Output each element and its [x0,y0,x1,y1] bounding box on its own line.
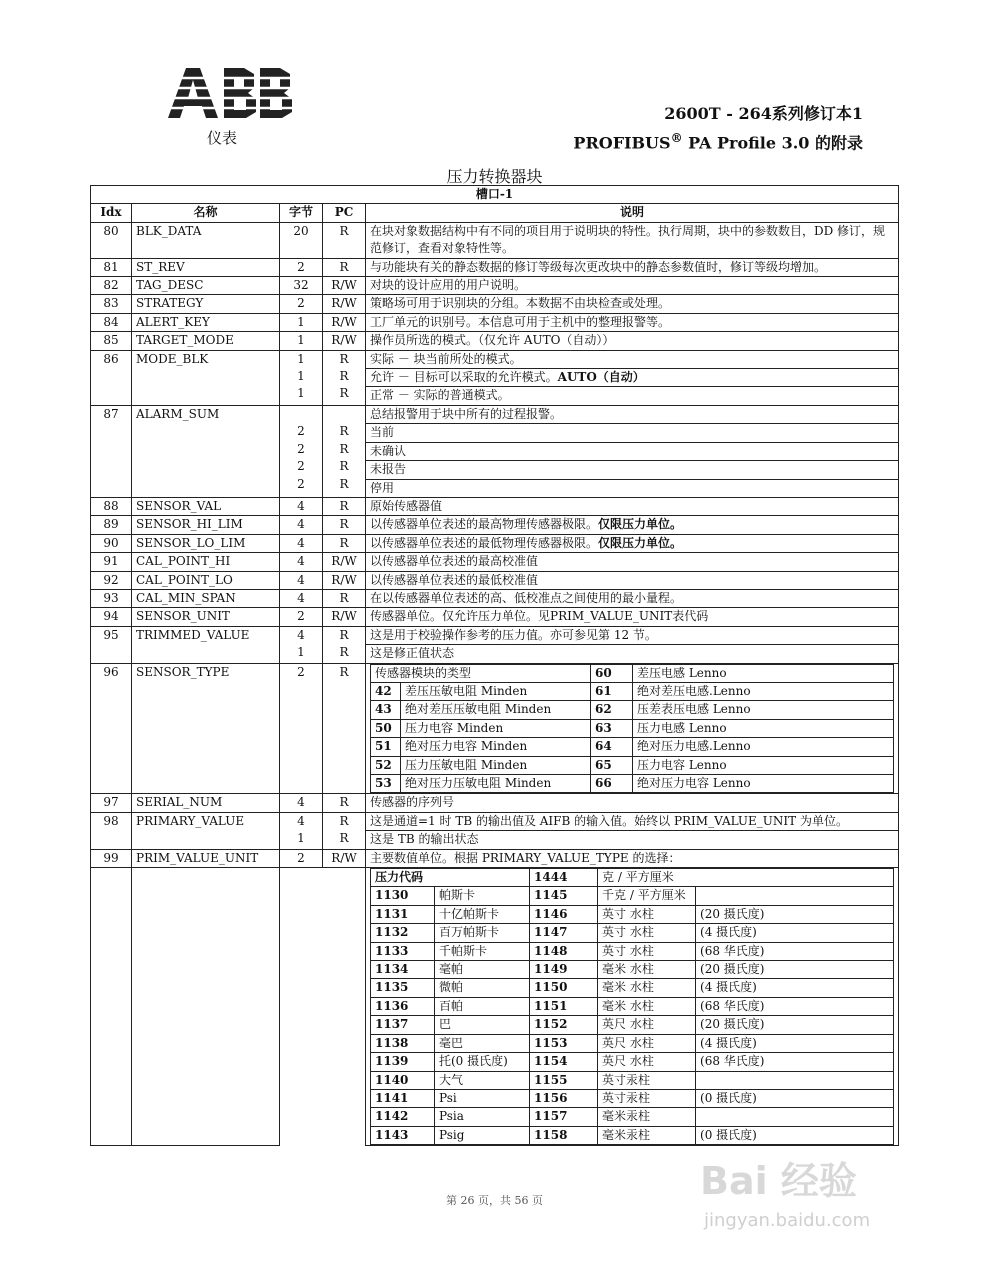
table-row: 99 PRIM_VALUE_UNIT 2 R/W 主要数值单位。根据 PRIMARY_VALUE_TYPE 的选择： [91,849,899,867]
list-item: 1132 百万帕斯卡 1147 英寸 水柱 (4 摄氏度) [371,924,894,942]
title-line-1: 2600T - 264系列修订本1 [664,104,863,123]
list-item: 1131 十亿帕斯卡 1146 英寸 水柱 (20 摄氏度) [371,905,894,923]
list-item: 1142 Psia 1157 毫米汞柱 [371,1108,894,1126]
table-row: 84 ALERT_KEY 1 R/W 工厂单元的识别号。本信息可用于主机中的整理报警等。 [91,313,899,331]
col-idx: Idx [91,204,132,222]
list-item: 50 压力电容 Minden 63 压力电感 Lenno [371,719,894,737]
list-item: 43 绝对差压压敏电阻 Minden 62 压差表压电感 Lenno [371,701,894,719]
table-row: 86 MODE_BLK 1 1 1 R R R 实际 － 块当前所处的模式。 允许 － 目标可以采取的允许模式。AUTO（自动） 正常 － 实际的普通模式。 [91,350,899,405]
sensor-type-list: 传感器模块的类型 60 差压电感 Lenno 42 差压压敏电阻 Minden 61 绝对差压电感.Lenno 43 绝对差压压敏电阻 Minden 62 压差表压电感 Lenno 50 压力电容 Minden 63 压力电感 Lenno 51 绝对压力电容 Minden 64 绝对压力电感.Lenno 52 压力压敏电阻 Minden 65 压力电容 Lenno 53 绝对压力压敏电阻 Minden 66 绝对压力电容 Lenno [370,664,894,794]
table-row [91,868,899,1146]
watermark: Bai 经验 [700,1159,857,1203]
pressure-code-list: 压力代码 1444 克 / 平方厘米 1130 帕斯卡 1145 千克 / 平方厘米 1131 十亿帕斯卡 1146 英寸 水柱 (20 摄氏度) 1132 百万帕斯卡 1147 英寸 水柱 (4 摄氏度) 1133 千帕斯卡 1148 英寸 水柱 (68 华氏度) 1134 毫帕 1149 毫米 水柱 (20 摄氏度) 1135 微帕 1150 毫米 水柱 (4 摄氏度) 1136 百帕 1151 毫米 水柱 (68 华氏度) 1137 巴 1152 英尺 水柱 (20 摄氏度) 1138 毫巴 1153 英尺 水柱 (4 摄氏度) 1139 托(0 摄氏度) 1154 英尺 水柱 (68 华氏度) 1140 大气 1155 英寸汞柱 1141 Psi 1156 英寸汞柱 (0 摄氏度) 1142 Psia 1157 毫米汞柱 1143 Psig 1158 毫米汞柱 (0 摄氏度) [370,868,894,1145]
list-item: 51 绝对压力电容 Minden 64 绝对压力电感.Lenno [371,738,894,756]
list-item: 42 差压压敏电阻 Minden 61 绝对差压电感.Lenno [371,682,894,700]
table-row: 88 SENSOR_VAL 4 R 原始传感器值 [91,497,899,515]
list-item: 1136 百帕 1151 毫米 水柱 (68 华氏度) [371,997,894,1015]
list-item: 1130 帕斯卡 1145 千克 / 平方厘米 [371,887,894,905]
list-item: 1137 巴 1152 英尺 水柱 (20 摄氏度) [371,1016,894,1034]
list-item: 1143 Psig 1158 毫米汞柱 (0 摄氏度) [371,1126,894,1144]
list-item: 53 绝对压力压敏电阻 Minden 66 绝对压力电容 Lenno [371,775,894,793]
parameter-table [90,185,899,1146]
col-bytes: 字节 [280,204,323,222]
abb-logo [162,66,292,120]
list-item: 1141 Psi 1156 英寸汞柱 (0 摄氏度) [371,1089,894,1107]
column-header-row [91,204,899,222]
col-desc: 说明 [366,204,899,222]
col-pc: PC [323,204,366,222]
table-row: 82 TAG_DESC 32 R/W 对块的设计应用的用户说明。 [91,277,899,295]
logo-subtitle: 仪表 [207,129,238,147]
list-item: 1135 微帕 1150 毫米 水柱 (4 摄氏度) [371,979,894,997]
list-item: 1138 毫巴 1153 英尺 水柱 (4 摄氏度) [371,1034,894,1052]
section-title: 压力转换器块 [446,167,543,186]
table-row: 96 SENSOR_TYPE 2 R 传感器模块的类型 60 差压电感 Lenno 42 差压压敏电阻 Minden 61 绝对差压电感.Lenno 43 绝对差压压敏电阻 Minden 62 压差表压电感 Lenno 50 压力电容 Minden 63 压力电感 Lenno 51 绝对压力电容 Minden 64 绝对压力电感.Lenno 52 压力压敏电阻 Minden 65 压力电容 Lenno 53 绝对压力压敏电阻 Minden 66 绝对压力电容 Lenno [91,663,899,794]
col-name: 名称 [132,204,280,222]
table-row: 81 ST_REV 2 R 与功能块有关的静态数据的修订等级每次更改块中的静态参数值时，修订等级均增加。 [91,258,899,276]
table-row: 87 ALARM_SUM 2 2 2 2 R R R R 总结报警用于块中所有的过程报警。 当前 未确认 未报告 停用 [91,405,899,497]
list-item: 1134 毫帕 1149 毫米 水柱 (20 摄氏度) [371,961,894,979]
watermark-url: jingyan.baidu.com [704,1210,871,1231]
table-row: 90 SENSOR_LO_LIM 4 R 以传感器单位表述的最低物理传感器极限。仅限压力单位。 [91,534,899,552]
list-item: 1139 托(0 摄氏度) 1154 英尺 水柱 (68 华氏度) [371,1053,894,1071]
table-row: 83 STRATEGY 2 R/W 策略场可用于识别块的分组。本数据不由块检查或处理。 [91,295,899,313]
page-footer: 第 26 页，共 56 页 [446,1194,543,1207]
list-item: 1133 千帕斯卡 1148 英寸 水柱 (68 华氏度) [371,942,894,960]
table-row: 95 TRIMMED_VALUE 4 1 R R 这是用于校验操作参考的压力值。亦可参见第 12 节。 这是修正值状态 [91,626,899,663]
table-row: 97 SERIAL_NUM 4 R 传感器的序列号 [91,794,899,812]
table-row: 94 SENSOR_UNIT 2 R/W 传感器单位。仅允许压力单位。见PRIM_VALUE_UNIT表代码 [91,608,899,626]
table-row: 93 CAL_MIN_SPAN 4 R 在以传感器单位表述的高、低校准点之间使用的最小量程。 [91,589,899,607]
table-row: 89 SENSOR_HI_LIM 4 R 以传感器单位表述的最高物理传感器极限。仅限压力单位。 [91,516,899,534]
title-line-2: PROFIBUS® PA Profile 3.0 的附录 [573,131,863,153]
table-row: 85 TARGET_MODE 1 R/W 操作员所选的模式。（仅允许 AUTO（自动）） [91,332,899,350]
table-row: 80 BLK_DATA 20 R 在块对象数据结构中有不同的项目用于说明块的特性。执行周期，块中的参数数目，DD 修订，规范修订，查看对象特性等。 [91,222,899,258]
table-row: 98 PRIMARY_VALUE 4 1 R R 这是通道=1 时 TB 的输出值及 AIFB 的输入值。始终以 PRIM_VALUE_UNIT 为单位。 这是 TB 的输出状态 [91,812,899,849]
slot-header: 槽口-1 [91,186,899,204]
table-row: 91 CAL_POINT_HI 4 R/W 以传感器单位表述的最高校准值 [91,553,899,571]
document-title [573,102,863,155]
slot-row [91,186,899,204]
table-row: 92 CAL_POINT_LO 4 R/W 以传感器单位表述的最低校准值 [91,571,899,589]
list-item: 1140 大气 1155 英寸汞柱 [371,1071,894,1089]
list-item: 52 压力压敏电阻 Minden 65 压力电容 Lenno [371,756,894,774]
